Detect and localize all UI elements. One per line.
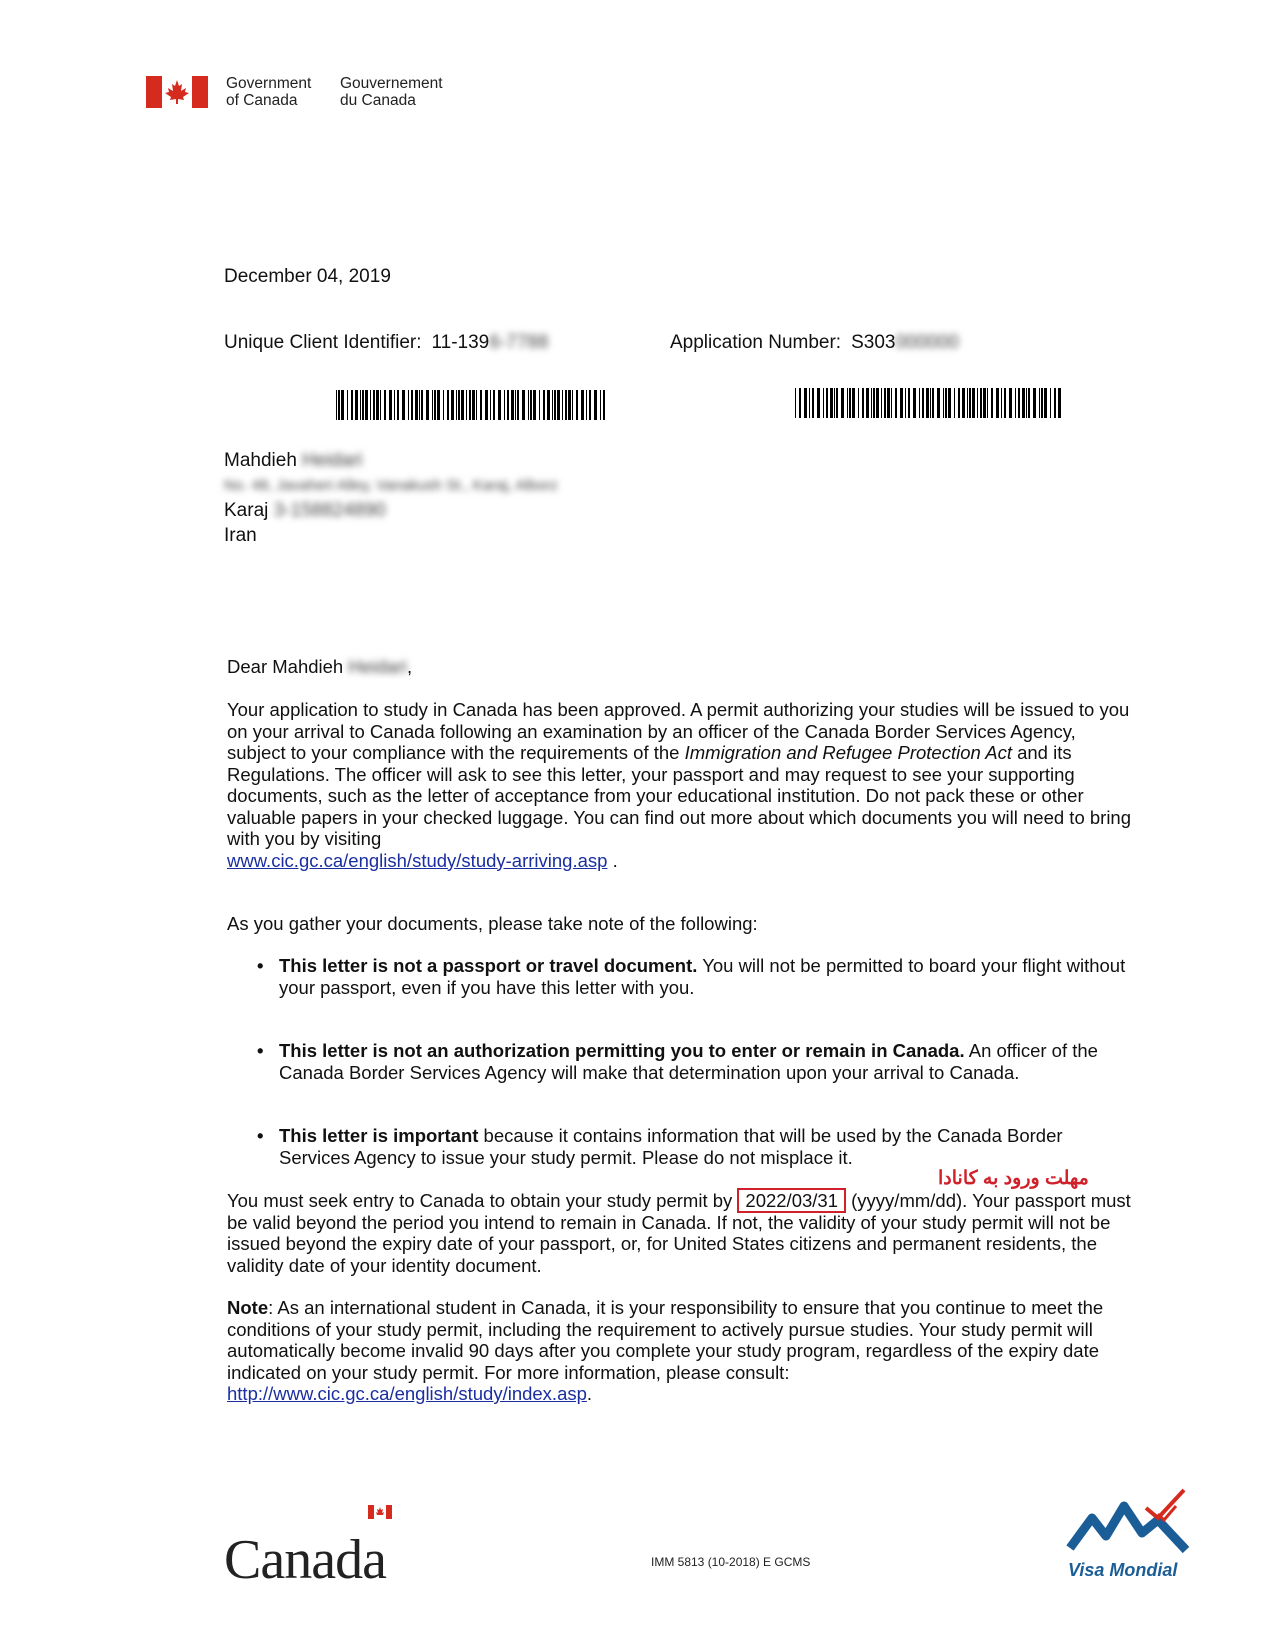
barcode-bar bbox=[419, 390, 420, 420]
barcode-bar bbox=[490, 390, 491, 420]
barcode-bar bbox=[543, 390, 545, 420]
barcode-bar bbox=[812, 388, 814, 418]
approval-paragraph bbox=[227, 699, 1137, 871]
documents-intro: As you gather your documents, please take note of the following: bbox=[227, 913, 758, 934]
list-item bbox=[257, 1040, 1137, 1083]
barcode-bar bbox=[572, 390, 573, 420]
barcode-bar bbox=[565, 390, 567, 420]
uci-label: Unique Client Identifier: bbox=[224, 332, 422, 353]
barcode-bar bbox=[461, 390, 464, 420]
barcode-bar bbox=[437, 390, 440, 420]
wordmark-text: Canada bbox=[224, 1529, 386, 1591]
barcode-bar bbox=[380, 390, 381, 420]
barcode-bar bbox=[1041, 388, 1043, 418]
para1-end: . bbox=[607, 849, 618, 871]
wordmark-flag-icon bbox=[368, 1505, 392, 1519]
barcode-bar bbox=[528, 390, 529, 420]
para1-text-a: Your application to study in Canada has been approved. A permit authorizing your studies will be issued to you on your arrival to Canada following an examination by an officer of the Canada Border Services Agency, subject to your compliance with the requirements of the bbox=[227, 699, 1130, 763]
bullet-2-text: An officer of the Canada Border Services Agency will make that determination upon your arrival to Canada. bbox=[279, 1040, 1098, 1083]
barcode-bar bbox=[421, 390, 423, 420]
canada-flag-icon bbox=[146, 76, 208, 108]
address-city-line bbox=[224, 498, 558, 523]
barcode-bar bbox=[1028, 388, 1030, 418]
barcode-bar bbox=[539, 390, 540, 420]
barcode-bar bbox=[466, 390, 467, 420]
recipient-first-name: Mahdieh bbox=[224, 450, 297, 471]
barcode-bar bbox=[498, 390, 501, 420]
barcode-bar bbox=[557, 390, 560, 420]
barcode-bar bbox=[1044, 388, 1047, 418]
para3-before: You must seek entry to Canada to obtain your study permit by bbox=[227, 1190, 738, 1211]
barcode-bar bbox=[594, 390, 597, 420]
barcode-bar bbox=[355, 390, 358, 420]
barcode-bar bbox=[389, 390, 392, 420]
entry-deadline-annotation: مهلت ورود به کانادا bbox=[938, 1168, 1089, 1189]
barcode-bar bbox=[600, 390, 601, 420]
barcode-bar bbox=[373, 390, 375, 420]
barcode-bar bbox=[402, 390, 405, 420]
bullet-1-text: You will not be permitted to board your flight without bbox=[697, 955, 1126, 976]
barcode-bar bbox=[972, 388, 975, 418]
barcode-bar bbox=[1015, 388, 1016, 418]
barcode-bar bbox=[480, 390, 482, 420]
uci-barcode bbox=[336, 390, 606, 420]
barcode-bar bbox=[507, 390, 509, 420]
bullet-1-text2: your passport, even if you have this letter with you. bbox=[279, 976, 695, 998]
barcode-bar bbox=[362, 390, 364, 420]
barcode-bar bbox=[943, 388, 944, 418]
application-barcode bbox=[795, 388, 1065, 418]
visa-mondial-text: Visa Mondial bbox=[1068, 1560, 1178, 1580]
barcode-bar bbox=[919, 388, 920, 418]
barcode-bar bbox=[568, 390, 571, 420]
barcode-bar bbox=[384, 390, 386, 420]
entry-deadline-date: 2022/03/31 bbox=[737, 1188, 846, 1213]
barcode-bar bbox=[1033, 388, 1036, 418]
barcode-bar bbox=[962, 388, 965, 418]
application-number-value: S303 bbox=[851, 332, 896, 353]
barcode-bar bbox=[603, 390, 605, 420]
barcode-bar bbox=[876, 388, 879, 418]
barcode-bar bbox=[493, 390, 495, 420]
recipient-address bbox=[224, 448, 558, 548]
barcode-bar bbox=[517, 390, 519, 420]
barcode-bar bbox=[852, 388, 855, 418]
study-arriving-link[interactable]: www.cic.gc.ca/english/study/study-arriving.asp bbox=[227, 849, 608, 871]
barcode-bar bbox=[922, 388, 924, 418]
barcode-bar bbox=[996, 388, 999, 418]
barcode-bar bbox=[562, 390, 563, 420]
barcode-bar bbox=[338, 390, 340, 420]
government-of-canada-en bbox=[226, 75, 311, 109]
barcode-bar bbox=[434, 390, 436, 420]
barcode-bar bbox=[980, 388, 982, 418]
bullet-dot: • bbox=[257, 1125, 264, 1146]
salutation-comma: , bbox=[406, 656, 413, 677]
barcode-bar bbox=[969, 388, 971, 418]
address-street-blurred: No. 48, Javaheri Alley, Vanakush St., Karaj, Alborz bbox=[224, 477, 558, 494]
barcode-bar bbox=[547, 390, 550, 420]
barcode-bar bbox=[581, 390, 584, 420]
barcode-bar bbox=[809, 388, 810, 418]
barcode-bar bbox=[826, 388, 828, 418]
barcode-bar bbox=[1058, 388, 1061, 418]
barcode-bar bbox=[891, 388, 892, 418]
barcode-bar bbox=[530, 390, 532, 420]
barcode-bar bbox=[415, 390, 418, 420]
barcode-bar bbox=[871, 388, 872, 418]
address-city: Karaj bbox=[224, 500, 269, 521]
barcode-bar bbox=[881, 388, 882, 418]
barcode-bar bbox=[900, 388, 903, 418]
barcode-bar bbox=[983, 388, 986, 418]
barcode-bar bbox=[1018, 388, 1020, 418]
barcode-bar bbox=[836, 388, 838, 418]
address-name-line bbox=[224, 448, 558, 473]
gov-en-line1: Government bbox=[226, 75, 312, 92]
gov-fr-line2: du Canada bbox=[340, 92, 416, 109]
study-index-link[interactable]: http://www.cic.gc.ca/english/study/index.asp bbox=[227, 1383, 587, 1404]
barcode-bar bbox=[411, 390, 413, 420]
list-item bbox=[257, 1125, 1137, 1168]
barcode-bar bbox=[830, 388, 833, 418]
barcode-bar bbox=[365, 390, 368, 420]
barcode-bar bbox=[987, 388, 988, 418]
barcode-bar bbox=[937, 388, 940, 418]
barcode-bar bbox=[841, 388, 844, 418]
barcode-bar bbox=[930, 388, 931, 418]
barcode-bar bbox=[849, 388, 851, 418]
barcode-bar bbox=[341, 390, 344, 420]
barcode-bar bbox=[858, 388, 859, 418]
barcode-bar bbox=[873, 388, 875, 418]
barcode-bar bbox=[948, 388, 951, 418]
barcode-bar bbox=[887, 388, 890, 418]
salutation-prefix: Dear Mahdieh bbox=[227, 656, 344, 677]
barcode-bar bbox=[443, 390, 444, 420]
bullet-3-text: because it contains information that will be used by the Canada Border Services Agency to issue your study permit. Please do not misplace it. bbox=[279, 1125, 1063, 1168]
barcode-bar bbox=[1009, 388, 1012, 418]
barcode-bar bbox=[451, 390, 454, 420]
barcode-bar bbox=[1054, 388, 1056, 418]
barcode-bar bbox=[336, 390, 337, 420]
barcode-bar bbox=[932, 388, 934, 418]
bullet-1-bold: This letter is not a passport or travel document. bbox=[279, 955, 698, 976]
barcode-bar bbox=[533, 390, 536, 420]
barcode-bar bbox=[552, 390, 553, 420]
barcode-bar bbox=[866, 388, 869, 418]
barcode-bar bbox=[476, 390, 477, 420]
barcode-bar bbox=[958, 388, 960, 418]
application-number-row bbox=[670, 332, 959, 354]
note-text: : As an international student in Canada, it is your responsibility to ensure that you continue to meet the conditions of your study permit, including the requirement to actively pursue studies. Your study permit will automatically become invalid 90 days after you complete your study program, regardless of the expiry date indicated on your study permit. For more information, please consult: bbox=[227, 1297, 1104, 1383]
salutation bbox=[227, 656, 1137, 678]
barcode-bar bbox=[522, 390, 525, 420]
bullet-dot: • bbox=[257, 955, 264, 976]
barcode-bar bbox=[408, 390, 409, 420]
barcode-bar bbox=[926, 388, 929, 418]
barcode-bar bbox=[834, 388, 835, 418]
address-postal-blurred: 3-158824890 bbox=[273, 500, 386, 521]
gov-fr-line1: Gouvernement bbox=[340, 75, 443, 92]
barcode-bar bbox=[799, 388, 801, 418]
gouvernement-du-canada-fr bbox=[340, 75, 443, 109]
barcode-bar bbox=[1039, 388, 1040, 418]
barcode-bar bbox=[884, 388, 886, 418]
note-label: Note bbox=[227, 1297, 269, 1318]
act-title: Immigration and Refugee Protection Act bbox=[684, 742, 1012, 763]
note-paragraph bbox=[227, 1297, 1137, 1405]
barcode-bar bbox=[432, 390, 433, 420]
application-number-blurred: 000000 bbox=[895, 332, 959, 353]
bullet-dot: • bbox=[257, 1040, 264, 1061]
barcode-bar bbox=[908, 388, 910, 418]
barcode-bar bbox=[795, 388, 796, 418]
barcode-bar bbox=[394, 390, 395, 420]
barcode-bar bbox=[589, 390, 591, 420]
barcode-bar bbox=[862, 388, 864, 418]
uci-value-blurred: 6-7788 bbox=[489, 332, 549, 353]
barcode-bar bbox=[817, 388, 820, 418]
barcode-bar bbox=[347, 390, 348, 420]
canada-wordmark bbox=[224, 1528, 386, 1592]
note-end: . bbox=[586, 1383, 593, 1404]
barcode-bar bbox=[586, 390, 587, 420]
barcode-bar bbox=[847, 388, 848, 418]
para1-text-b: and its Regulations. The officer will ask to see this letter, your passport and may request to see your supporting documents, such as the letter of acceptance from your educational institution. Do not pack these or other valuable papers in your checked luggage. You can find out more about which documents you will need to bring with you by visiting bbox=[227, 742, 1132, 849]
barcode-bar bbox=[485, 390, 488, 420]
bullet-2-bold: This letter is not an authorization permitting you to enter or remain in Canada. bbox=[279, 1040, 965, 1061]
barcode-bar bbox=[905, 388, 906, 418]
barcode-bar bbox=[351, 390, 353, 420]
barcode-bar bbox=[1026, 388, 1027, 418]
barcode-bar bbox=[469, 390, 471, 420]
barcode-bar bbox=[967, 388, 968, 418]
barcode-bar bbox=[895, 388, 897, 418]
barcode-bar bbox=[554, 390, 556, 420]
barcode-bar bbox=[823, 388, 824, 418]
barcode-bar bbox=[954, 388, 955, 418]
form-code: IMM 5813 (10-2018) E GCMS bbox=[651, 1555, 811, 1569]
salutation-surname-blurred: Heidari bbox=[348, 656, 407, 677]
barcode-bar bbox=[1004, 388, 1006, 418]
barcode-bar bbox=[504, 390, 505, 420]
barcode-bar bbox=[472, 390, 475, 420]
recipient-surname-blurred: Heidari bbox=[302, 450, 363, 471]
barcode-bar bbox=[913, 388, 916, 418]
barcode-bar bbox=[447, 390, 449, 420]
application-number-label: Application Number: bbox=[670, 332, 842, 353]
barcode-bar bbox=[370, 390, 371, 420]
barcode-bar bbox=[576, 390, 578, 420]
bullet-3-bold: This letter is important bbox=[279, 1125, 479, 1146]
barcode-bar bbox=[991, 388, 993, 418]
barcode-bar bbox=[515, 390, 516, 420]
gov-en-line2: of Canada bbox=[226, 92, 298, 109]
barcode-bar bbox=[977, 388, 978, 418]
uci-value: 11-139 bbox=[431, 332, 490, 353]
address-country: Iran bbox=[224, 525, 257, 546]
barcode-bar bbox=[1050, 388, 1051, 418]
barcode-bar bbox=[1022, 388, 1025, 418]
barcode-bar bbox=[804, 388, 807, 418]
barcode-bar bbox=[376, 390, 379, 420]
letter-date: December 04, 2019 bbox=[224, 266, 391, 287]
barcode-bar bbox=[456, 390, 457, 420]
barcode-bar bbox=[945, 388, 947, 418]
visa-mondial-logo-icon bbox=[1066, 1478, 1196, 1568]
barcode-bar bbox=[397, 390, 399, 420]
barcode-bar bbox=[1001, 388, 1002, 418]
barcode-bar bbox=[511, 390, 514, 420]
para3-after: (yyyy/mm/dd). Your passport must be valid beyond the period you intend to remain in Canada. If not, the validity of your study permit will not be issued beyond the expiry date of your passport, or, for United States citizens and permanent residents, the validity date of your identity document. bbox=[227, 1190, 1131, 1276]
barcode-bar bbox=[426, 390, 429, 420]
barcode-bar bbox=[458, 390, 460, 420]
uci-row bbox=[224, 332, 548, 354]
list-item bbox=[257, 955, 1137, 998]
entry-deadline-paragraph bbox=[227, 1190, 1137, 1276]
barcode-bar bbox=[360, 390, 361, 420]
